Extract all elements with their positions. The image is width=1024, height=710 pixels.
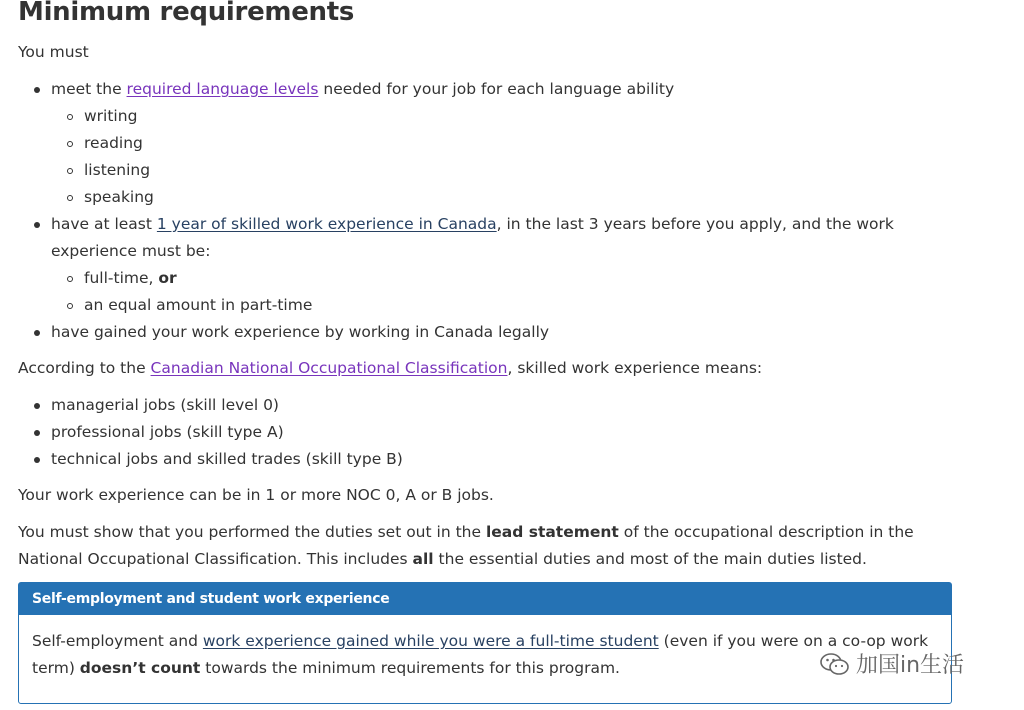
circle-bullet-icon [67,141,73,147]
req-language: meet the required language levels needed for your job for each language ability [51,80,675,98]
info-panel [18,582,952,704]
circle-bullet-icon [67,303,73,309]
noc-note: Your work experience can be in 1 or more NOC 0, A or B jobs. [18,486,494,504]
language-levels-link[interactable]: required language levels [126,80,319,98]
watermark [820,648,964,679]
noc-intro: According to the Canadian National Occupational Classification, skilled work experience means: [18,359,763,377]
circle-bullet-icon [67,114,73,120]
bullet-icon [34,403,40,409]
skilled-work-experience-link[interactable]: 1 year of skilled work experience in Canada [156,215,497,233]
bullet-icon [34,430,40,436]
watermark-text: 加国in生活 [856,653,965,678]
ability-listening: listening [84,161,151,179]
ability-writing: writing [84,107,138,125]
bullet-icon [34,330,40,336]
panel-line2: term) doesn’t count towards the minimum requirements for this program. [32,659,620,677]
req-experience: have at least 1 year of skilled work experience in Canada, in the last 3 years before you apply, and the work [51,215,894,233]
duties-line1: You must show that you performed the duties set out in the lead statement of the occupational description in the [18,523,914,541]
ability-speaking: speaking [84,188,154,206]
bullet-icon [34,457,40,463]
option-full-time: full-time, or [84,269,177,287]
bullet-icon [34,87,40,93]
circle-bullet-icon [67,168,73,174]
bullet-icon [34,222,40,228]
intro-text: You must [18,43,89,61]
wechat-icon [820,652,850,676]
panel-line1: Self-employment and work experience gained while you were a full-time student (even if you were on a co-op work [32,632,929,650]
panel-title: Self-employment and student work experience [19,583,951,615]
student-work-link[interactable]: work experience gained while you were a full-time student [202,632,659,650]
noc-item-technical: technical jobs and skilled trades (skill type B) [51,450,403,468]
req-legal: have gained your work experience by working in Canada legally [51,323,550,341]
noc-link[interactable]: Canadian National Occupational Classification [150,359,508,377]
req-experience-line2: experience must be: [51,242,211,260]
option-part-time: an equal amount in part-time [84,296,313,314]
noc-item-professional: professional jobs (skill type A) [51,423,284,441]
duties-line2: National Occupational Classification. This includes all the essential duties and most of the main duties listed. [18,550,867,568]
page-title: Minimum requirements [18,0,355,27]
circle-bullet-icon [67,195,73,201]
circle-bullet-icon [67,276,73,282]
noc-item-managerial: managerial jobs (skill level 0) [51,396,279,414]
ability-reading: reading [84,134,143,152]
